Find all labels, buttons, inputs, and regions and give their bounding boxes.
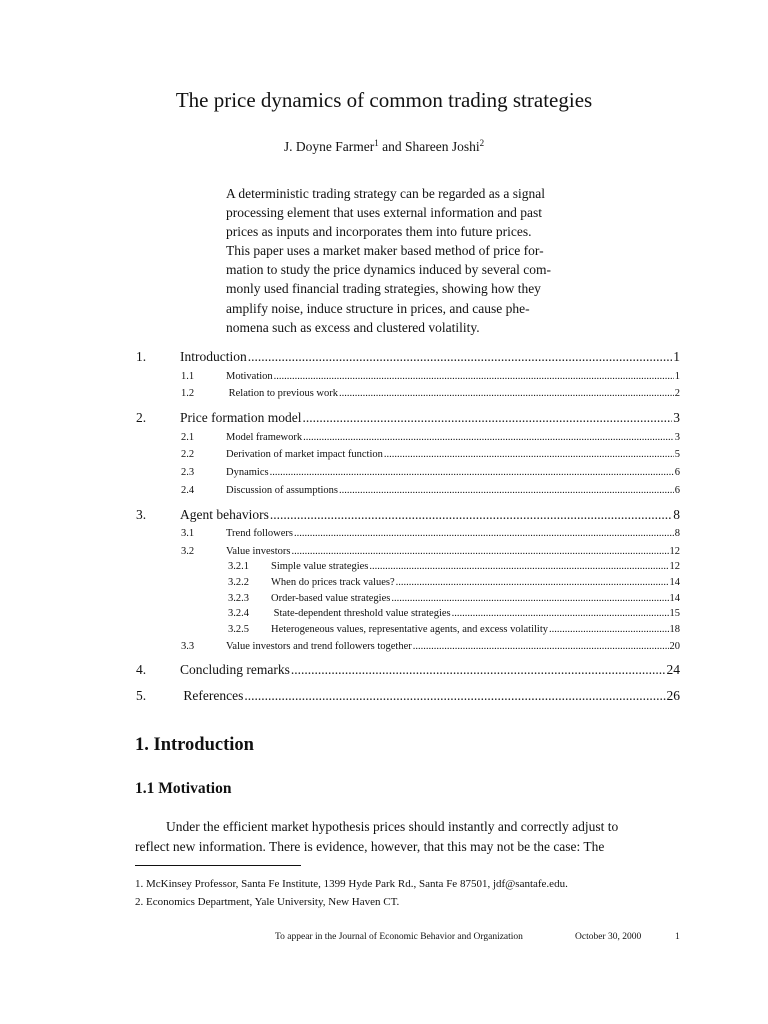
toc-number: 2. (136, 410, 147, 425)
toc-entry[interactable] (228, 576, 680, 589)
toc-leader (369, 560, 668, 573)
abstract-line: A deterministic trading strategy can be regarded as a signal (226, 186, 546, 201)
toc-entry[interactable] (181, 448, 680, 461)
toc-number: 3. (136, 507, 147, 522)
toc-leader (274, 370, 674, 383)
toc-entry[interactable] (181, 370, 680, 383)
author-joiner: and (378, 139, 405, 154)
toc-leader (302, 410, 672, 426)
body-line: reflect new information. There is evidence, however, that this may not be the case: The (135, 838, 605, 854)
toc-number: 2.2 (181, 449, 195, 460)
toc-page: 14 (669, 593, 680, 604)
toc-page: 2 (674, 388, 680, 399)
toc-leader (549, 623, 669, 636)
toc-number: 2.1 (181, 432, 195, 443)
toc-number: 3.2.3 (228, 593, 249, 604)
toc-entry[interactable] (181, 527, 680, 540)
toc-entry[interactable] (136, 688, 680, 704)
toc-entry[interactable] (181, 431, 680, 444)
toc-leader (303, 431, 674, 444)
toc-number: 1. (136, 349, 147, 364)
toc-title: Price formation model (180, 410, 302, 425)
toc-leader (396, 576, 669, 589)
toc-leader (270, 466, 674, 479)
toc-page: 1 (673, 349, 680, 364)
toc-page: 6 (674, 467, 680, 478)
toc-number: 2.4 (181, 485, 195, 496)
footer-journal: To appear in the Journal of Economic Behavior and Organization (275, 932, 523, 942)
toc-title: Motivation (226, 371, 273, 382)
toc-title: When do prices track values? (271, 577, 395, 588)
toc-entry[interactable] (181, 484, 680, 497)
author-name: Shareen Joshi (404, 139, 480, 154)
toc-number: 3.2.2 (228, 577, 249, 588)
toc-number: 1.2 (181, 388, 195, 399)
body-line: Under the efficient market hypothesis prices should instantly and correctly adjust to (166, 819, 619, 834)
subsection-heading: 1.1 Motivation (135, 780, 232, 797)
toc-number: 2.3 (181, 467, 195, 478)
footnote-divider (135, 865, 301, 866)
toc-leader (291, 545, 668, 558)
toc-page: 8 (674, 528, 680, 539)
footer-date: October 30, 2000 (575, 932, 642, 942)
toc-title: Model framework (226, 432, 303, 443)
body-paragraph (135, 817, 665, 856)
toc-entry[interactable] (136, 410, 680, 426)
toc-leader (339, 484, 674, 497)
toc-entry[interactable] (136, 662, 680, 678)
toc-title: Introduction (180, 349, 247, 364)
footnote: 1. McKinsey Professor, Santa Fe Institute, 1399 Hyde Park Rd., Santa Fe 87501, jdf@santafe.edu. (135, 878, 568, 890)
abstract-line: monly used financial trading strategies, showing how they (226, 281, 541, 297)
toc-leader (248, 349, 673, 365)
toc-page: 24 (666, 662, 680, 677)
abstract-line: This paper uses a market maker based method of price for- (226, 243, 544, 259)
toc-title: Relation to previous work (226, 388, 338, 399)
toc-title: State-dependent threshold value strategies (271, 608, 451, 619)
abstract (226, 184, 596, 337)
toc-leader (413, 640, 669, 653)
toc-number: 3.1 (181, 528, 195, 539)
toc-leader (244, 688, 665, 704)
toc-page: 20 (669, 641, 680, 652)
toc-entry[interactable] (181, 387, 680, 400)
toc-number: 3.2.5 (228, 624, 249, 635)
toc-leader (339, 387, 674, 400)
toc-title: Agent behaviors (180, 507, 269, 522)
toc-title: Derivation of market impact function (226, 449, 383, 460)
author-name: J. Doyne Farmer (283, 139, 375, 154)
toc-page: 12 (669, 561, 680, 572)
toc-number: 3.2.1 (228, 561, 249, 572)
toc-number: 3.2.4 (228, 608, 249, 619)
toc-title: Concluding remarks (180, 662, 290, 677)
toc-page: 5 (674, 449, 680, 460)
toc-entry[interactable] (181, 640, 680, 653)
toc-entry[interactable] (228, 623, 680, 636)
toc-entry[interactable] (181, 466, 680, 479)
toc-title: Value investors and trend followers together (226, 641, 412, 652)
toc-entry[interactable] (136, 507, 680, 523)
footer-page-number: 1 (675, 932, 680, 942)
toc-title: Order-based value strategies (271, 593, 391, 604)
toc-leader (270, 507, 672, 523)
toc-page: 3 (674, 432, 680, 443)
toc-leader (452, 607, 669, 620)
section-heading: 1. Introduction (135, 735, 254, 755)
toc-leader (294, 527, 674, 540)
toc-title: Trend followers (226, 528, 293, 539)
toc-title: References (180, 688, 244, 703)
toc-title: Dynamics (226, 467, 269, 478)
toc-entry[interactable] (228, 592, 680, 605)
author-line (0, 138, 768, 156)
abstract-line: nomena such as excess and clustered volatility. (226, 319, 480, 335)
toc-page: 15 (669, 608, 680, 619)
abstract-line: processing element that uses external information and past (226, 205, 543, 221)
toc-page: 18 (669, 624, 680, 635)
footnote-mark: 2 (479, 138, 485, 148)
toc-number: 1.1 (181, 371, 195, 382)
toc-title: Simple value strategies (271, 561, 369, 572)
toc-page: 12 (669, 546, 680, 557)
toc-number: 4. (136, 662, 147, 677)
toc-number: 5. (136, 688, 147, 703)
toc-number: 3.3 (181, 641, 195, 652)
toc-page: 3 (673, 410, 680, 425)
toc-page: 26 (666, 688, 680, 703)
abstract-line: prices as inputs and incorporates them into future prices. (226, 224, 532, 240)
toc-page: 6 (674, 485, 680, 496)
toc-title: Value investors (226, 546, 291, 557)
toc-leader (391, 592, 668, 605)
toc-leader (291, 662, 666, 678)
footnote-mark: 1 (374, 138, 379, 148)
toc-page: 14 (669, 577, 680, 588)
footnotes (135, 875, 695, 911)
toc-title: Heterogeneous values, representative agents, and excess volatility (271, 624, 548, 635)
toc-entry[interactable] (181, 545, 680, 558)
footnote: 2. Economics Department, Yale University, New Haven CT. (135, 896, 400, 908)
toc-entry[interactable] (136, 349, 680, 365)
abstract-line: amplify noise, induce structure in prices, and cause phe- (226, 300, 530, 316)
toc-entry[interactable] (228, 560, 680, 573)
toc-page: 1 (674, 371, 680, 382)
paper-title: The price dynamics of common trading strategies (175, 88, 593, 112)
toc-number: 3.2 (181, 546, 195, 557)
toc-leader (384, 448, 674, 461)
toc-entry[interactable] (228, 607, 680, 620)
abstract-line: mation to study the price dynamics induced by several com- (226, 262, 552, 278)
toc-page: 8 (673, 507, 680, 522)
toc-title: Discussion of assumptions (226, 485, 339, 496)
